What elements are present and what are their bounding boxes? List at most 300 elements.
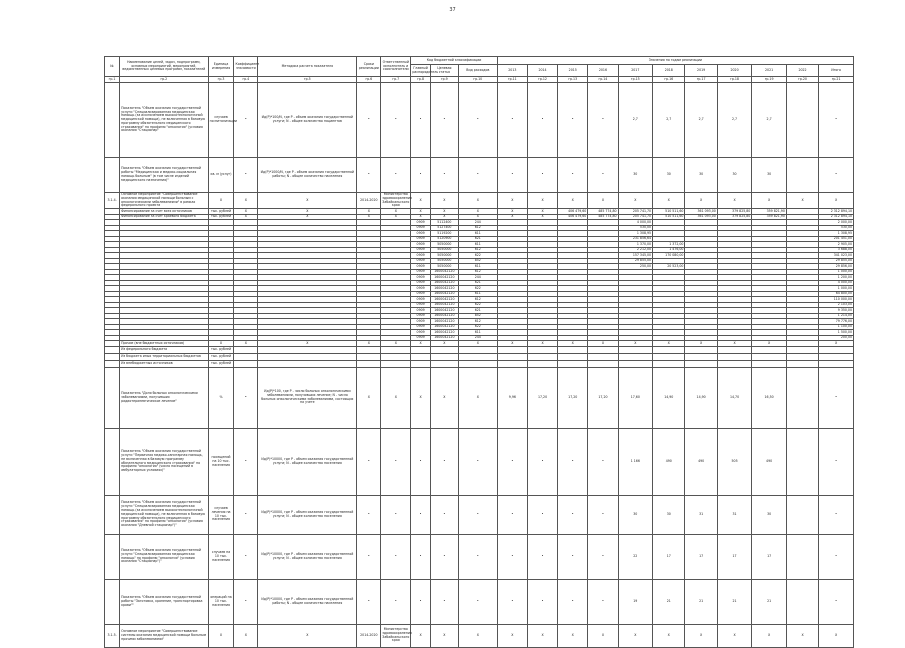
table-row	[105, 193, 854, 209]
finance-unit: тыс. рублей	[208, 346, 234, 353]
value-cell: 30	[653, 158, 685, 193]
cell-x: X	[458, 209, 497, 215]
column-index: гр.13	[558, 77, 588, 83]
cell-dot: •	[357, 534, 381, 579]
indicator-method: Ид(Р)*100, где P - число больных онкологическими заболеваниями, получивших лечение; N - число больных онкологическими заболеваниями, состоящих на учете	[258, 367, 357, 428]
header-year: 2021	[752, 65, 787, 77]
cell-dot: •	[458, 158, 497, 193]
cell-dot: •	[357, 495, 381, 534]
budget-code: 0909	[411, 302, 430, 308]
value-cell: 17	[752, 534, 787, 579]
budget-vr: 622	[458, 286, 497, 292]
cell-dot: •	[357, 158, 381, 193]
budget-code: 0909	[411, 258, 430, 264]
value-cell: 31	[717, 495, 752, 534]
header-year: 2013	[497, 65, 527, 77]
value-cell: 505	[717, 428, 752, 495]
column-index: гр.16	[653, 77, 685, 83]
cell-dot: •	[430, 428, 458, 495]
indicator-method: Ид(Р)*10000, где P - объем оказания государственной услуги; N - общее количество населения	[258, 428, 357, 495]
value-cell: 361 093,00	[685, 209, 717, 215]
cell-x: X	[819, 624, 854, 647]
value-cell: 30	[685, 158, 717, 193]
indicator-method: Ид(Р)*10000, где P - объем оказания государственной работы; N - общее количество населения	[258, 579, 357, 624]
value-cell: 361 093,00	[685, 214, 717, 220]
value-cell: 1 370,00	[618, 242, 653, 248]
value-cell: 30	[618, 495, 653, 534]
header-year: 2016	[588, 65, 618, 77]
other-source-label: Из бюджета иных территориальных бюджетов	[120, 353, 208, 360]
cell-dot: •	[819, 367, 854, 428]
value-cell: 22	[618, 534, 653, 579]
cell-dot: •	[411, 495, 430, 534]
value-cell: 1 500,00	[819, 330, 854, 336]
cell-dot: •	[527, 428, 557, 495]
value-cell: 231 856,64	[618, 236, 653, 242]
budget-vr: 611	[458, 291, 497, 297]
indicator-name: Показатель "Объем оказания государственной услуги "Первичная медико-санитарная помощь, не включенная в базовую программу обязательного медицинского страхования" по профилю "онкология" (число посещений в амбулаторных условиях)"	[120, 428, 208, 495]
cell-x: X	[497, 209, 527, 215]
value-cell: 3 688,00	[819, 247, 854, 253]
cell-dot: •	[558, 158, 588, 193]
cell-x: X	[752, 193, 787, 209]
cell-x: X	[685, 193, 717, 209]
cell-dot: •	[430, 495, 458, 534]
value-cell: 341 023,00	[819, 253, 854, 259]
value-cell: 17,20	[527, 367, 557, 428]
header-total: Итого	[819, 65, 854, 77]
budget-article: 1600042120	[430, 275, 458, 281]
cell-dot: •	[430, 534, 458, 579]
budget-article: 1600042120	[430, 302, 458, 308]
value-cell: 17,60	[618, 367, 653, 428]
value-cell: 2 312 894,10	[819, 214, 854, 220]
budget-code: 0909	[411, 297, 430, 303]
cell-dot: •	[497, 534, 527, 579]
column-index: гр.17	[685, 77, 717, 83]
budget-code: 0909	[411, 319, 430, 325]
cell-x: X	[497, 214, 527, 220]
cell-x: X	[527, 214, 557, 220]
budget-article: 1600042120	[430, 269, 458, 275]
budget-code: 0909	[411, 247, 430, 253]
value-cell: 4 000,00	[819, 280, 854, 286]
value-cell: 1 372,00	[653, 242, 685, 248]
indicators-table	[104, 56, 854, 648]
budget-article: 1600042120	[430, 297, 458, 303]
cell-x: X	[588, 193, 618, 209]
cell-dot: •	[527, 534, 557, 579]
table-row	[105, 360, 854, 367]
finance-unit: тыс. рублей	[208, 209, 234, 215]
cell-dot: •	[234, 428, 258, 495]
cell-x: X	[208, 624, 234, 647]
indicator-name: Показатель "Объем оказания государственной услуги "Специализированная медицинская помощь (за исключением высокотехнологичной медицинской помощи), не включенная в базовую программу обязательного медицинского страхования" по профилю "онкология" (условия оказания "Дневной стационар")"	[120, 495, 208, 534]
cell-dot: •	[411, 83, 430, 158]
finance-unit: тыс. рублей	[208, 214, 234, 220]
cell-dot: •	[527, 83, 557, 158]
budget-code: 0909	[411, 330, 430, 336]
header-year: 2017	[618, 65, 653, 77]
value-cell: 250,00	[618, 264, 653, 270]
value-cell: 17	[653, 534, 685, 579]
cell-x: X	[357, 367, 381, 428]
value-cell: 30	[618, 158, 653, 193]
header-year: 2019	[685, 65, 717, 77]
budget-code: 0909	[411, 231, 430, 237]
header-name: Наименование целей, задач, подпрограмм, основных мероприятий, мероприятий, ведомственных целевых программ, показателей	[120, 57, 208, 77]
cell-x: X	[258, 209, 357, 215]
budget-vr: 612	[458, 269, 497, 275]
cell-dot: •	[357, 428, 381, 495]
column-index: гр.19	[752, 77, 787, 83]
header-budget-col: Целевая статья	[430, 65, 458, 77]
cell-x: X	[258, 341, 357, 347]
value-cell: 406 479,60	[558, 209, 588, 215]
cell-dot: •	[430, 158, 458, 193]
cell-x: X	[357, 209, 381, 215]
cell-dot: •	[558, 83, 588, 158]
value-cell: 530,00	[819, 225, 854, 231]
cell-x: X	[618, 341, 653, 347]
indicator-method: Ид(Р)*100/N, где P - объем оказания государственной услуги; N - общее количество пациентов	[258, 83, 357, 158]
budget-code: 0909	[411, 280, 430, 286]
column-index: гр.2	[120, 77, 208, 83]
measure-executor: Министерство здравоохранения Забайкальского края	[382, 192, 412, 208]
value-cell: 17,20	[558, 367, 588, 428]
table-row	[105, 158, 854, 193]
table-row	[105, 83, 854, 158]
cell-dot: •	[819, 534, 854, 579]
cell-x: X	[558, 341, 588, 347]
cell-x: X	[381, 341, 411, 347]
column-index: гр.4	[234, 77, 258, 83]
budget-vr: 612	[458, 225, 497, 231]
value-cell: 2 312 894,10	[819, 209, 854, 215]
cell-x: X	[381, 209, 411, 215]
budget-vr: 244	[458, 220, 497, 226]
value-cell: 1 476,00	[653, 247, 685, 253]
header-year: 2014	[527, 65, 557, 77]
budget-article: 5112400	[430, 220, 458, 226]
cell-dot: •	[588, 83, 618, 158]
cell-x: X	[458, 193, 497, 209]
cell-dot: •	[819, 428, 854, 495]
value-cell: 2 103,00	[819, 302, 854, 308]
cell-x: X	[430, 341, 458, 347]
cell-x: X	[786, 193, 818, 209]
cell-dot: •	[411, 158, 430, 193]
measure-period: 2014-2020	[357, 624, 381, 647]
budget-code: 0909	[411, 236, 430, 242]
value-cell: 2,7	[717, 83, 752, 158]
indicator-unit: посещений на 10 тыс. населения	[208, 428, 234, 495]
cell-dot: •	[497, 428, 527, 495]
table-row	[105, 367, 854, 428]
header-budget-col: Главный распорядитель	[411, 65, 430, 77]
cell-dot: •	[381, 534, 411, 579]
header-year: 2015	[558, 65, 588, 77]
measure-name: Основное мероприятие "Совершенствование оказания медицинской помощи больным с онкологическими заболеваниями" в рамках федерального проекта	[120, 193, 208, 209]
finance-label: Финансирование за счет всех источников	[120, 209, 208, 215]
cell-x: X	[558, 624, 588, 647]
cell-dot: •	[497, 579, 527, 624]
column-index: гр.7	[381, 77, 411, 83]
table-row	[105, 428, 854, 495]
cell-dot: •	[458, 579, 497, 624]
measure-period: 2014-2020	[357, 193, 381, 209]
value-cell: 1 308,95	[819, 231, 854, 237]
cell-x: X	[234, 214, 258, 220]
value-cell: 2,7	[653, 83, 685, 158]
cell-x: X	[381, 214, 411, 220]
value-cell: 30	[653, 495, 685, 534]
budget-code: 0909	[411, 269, 430, 275]
cell-x: X	[234, 341, 258, 347]
cell-x: X	[258, 214, 357, 220]
value-cell: 2,7	[685, 83, 717, 158]
cell-dot: •	[458, 534, 497, 579]
budget-vr: 611	[458, 264, 497, 270]
cell-x: X	[588, 624, 618, 647]
value-cell: 2,7	[752, 83, 787, 158]
value-cell: 4 000,00	[618, 220, 653, 226]
value-cell: 1 308,95	[618, 231, 653, 237]
indicator-unit: %	[208, 367, 234, 428]
measure-executor: Министерство здравоохранения Забайкальского края	[381, 624, 411, 647]
cell-dot: •	[411, 579, 430, 624]
value-cell: 359 821,90	[752, 214, 787, 220]
cell-dot: •	[497, 495, 527, 534]
cell-dot: •	[497, 83, 527, 158]
value-cell: 19	[618, 579, 653, 624]
value-cell: 29 855,00	[618, 258, 653, 264]
value-cell: 485 774,80	[588, 209, 618, 215]
budget-code: 0909	[411, 313, 430, 319]
row-number: 3.1.5.	[105, 624, 120, 647]
cell-x: X	[208, 193, 234, 209]
header-period: Сроки реализации	[357, 57, 381, 77]
cell-x: X	[618, 193, 653, 209]
indicator-unit: случаев госпитализации	[208, 83, 234, 158]
cell-dot: •	[527, 579, 557, 624]
column-index: гр.11	[497, 77, 527, 83]
value-cell: 14,70	[717, 367, 752, 428]
budget-vr: 611	[458, 231, 497, 237]
cell-x: X	[527, 193, 557, 209]
budget-vr: 622	[458, 324, 497, 330]
cell-x: X	[527, 209, 557, 215]
value-cell: 30	[752, 495, 787, 534]
budget-article: 5050000	[430, 253, 458, 259]
budget-code: 0909	[411, 264, 430, 270]
budget-code: 0909	[411, 335, 430, 341]
cell-x: X	[458, 214, 497, 220]
value-cell: 14,90	[685, 367, 717, 428]
cell-x: X	[234, 209, 258, 215]
cell-dot: •	[234, 495, 258, 534]
cell-x: X	[497, 193, 527, 209]
cell-dot: •	[819, 495, 854, 534]
table-row	[105, 624, 854, 647]
cell-x: X	[717, 193, 752, 209]
budget-article: 1600042120	[430, 319, 458, 325]
cell-x: X	[717, 341, 752, 347]
budget-article: 5120900	[430, 236, 458, 242]
cell-dot: •	[588, 158, 618, 193]
header-method: Методика расчета показателя	[258, 57, 357, 77]
finance-unit: тыс. рублей	[208, 353, 234, 360]
column-index: гр.9	[430, 77, 458, 83]
indicator-name: Показатель "Объем оказания государственной услуги "Специализированная медицинская помощь" по профилю "онкология" (условия оказания "Стационар")"	[120, 534, 208, 579]
cell-dot: •	[588, 534, 618, 579]
cell-dot: •	[588, 579, 618, 624]
page-number: 37	[449, 7, 456, 13]
value-cell: 21	[717, 579, 752, 624]
cell-dot: •	[558, 534, 588, 579]
budget-article: 5050000	[430, 258, 458, 264]
header-year: 2020	[717, 65, 752, 77]
table-row	[105, 346, 854, 353]
table-row	[105, 579, 854, 624]
indicator-name: Показатель "Объем оказания государственной услуги "Специализированная медицинская помощь (за исключением высокотехнологичной медицинской помощи), не включенная в базовую программу обязательного медицинского страхования" по профилю "онкология" (условия оказания "Стационар"	[120, 83, 208, 158]
budget-vr: 611	[458, 242, 497, 248]
column-index: гр.6	[357, 77, 381, 83]
value-cell: 379 825,80	[717, 209, 752, 215]
header-unit: Единица измерения	[208, 57, 234, 77]
value-cell: 29 856,00	[819, 264, 854, 270]
cell-dot: •	[558, 495, 588, 534]
cell-x: X	[558, 193, 588, 209]
cell-dot: •	[458, 495, 497, 534]
cell-dot: •	[234, 534, 258, 579]
cell-dot: •	[527, 158, 557, 193]
header-coef: Коэффициент значимости	[234, 57, 258, 77]
cell-dot: •	[381, 158, 411, 193]
cell-dot: •	[558, 579, 588, 624]
value-cell: 510 511,60	[653, 209, 685, 215]
column-index: гр.8	[411, 77, 430, 83]
budget-vr: 612	[458, 297, 497, 303]
cell-x: X	[357, 214, 381, 220]
indicator-name: Показатель "Доля больных онкологическими заболеваниями, получивших радиотерапевтическое лечение"	[120, 367, 208, 428]
header-year: 2022	[786, 65, 818, 77]
budget-article: 5119200	[430, 231, 458, 237]
cell-x: X	[819, 341, 854, 347]
cell-x: X	[430, 209, 458, 215]
budget-code: 0909	[411, 275, 430, 281]
value-cell: 17,20	[588, 367, 618, 428]
table-row	[105, 353, 854, 360]
budget-article: 1600042120	[430, 280, 458, 286]
header-num: №	[105, 57, 120, 77]
budget-vr: 621	[458, 280, 497, 286]
budget-vr: 612	[458, 247, 497, 253]
column-index: гр.3	[208, 77, 234, 83]
cell-x: X	[458, 367, 497, 428]
value-cell: 1 000,00	[819, 269, 854, 275]
cell-x: X	[411, 193, 430, 209]
row-number: 3.1.4.	[105, 193, 120, 209]
value-cell: 30	[717, 158, 752, 193]
cell-dot: •	[234, 579, 258, 624]
column-index: гр.10	[458, 77, 497, 83]
budget-vr: 852	[458, 258, 497, 264]
value-cell: 21	[685, 579, 717, 624]
budget-code: 0909	[411, 324, 430, 330]
other-source-label: Из федерального бюджета	[120, 346, 208, 353]
budget-code: 0909	[411, 242, 430, 248]
value-cell: 201 451,00	[819, 236, 854, 242]
cell-x: X	[208, 341, 234, 347]
indicator-unit: случаев лечения на 10 тыс. населения	[208, 495, 234, 534]
value-cell: 379 825,80	[717, 214, 752, 220]
budget-code: 0909	[411, 225, 430, 231]
cell-x: X	[497, 624, 527, 647]
cell-dot: •	[558, 428, 588, 495]
column-index: гр.20	[786, 77, 818, 83]
cell-dot: •	[819, 158, 854, 193]
budget-vr: 622	[458, 253, 497, 259]
budget-vr: 621	[458, 308, 497, 314]
cell-x: X	[258, 193, 357, 209]
cell-dot: •	[411, 534, 430, 579]
budget-article: 1600042120	[430, 313, 458, 319]
other-source-label: Прочие (вне бюджетных источников)	[120, 341, 208, 347]
value-cell: 14,90	[653, 367, 685, 428]
cell-dot: •	[381, 495, 411, 534]
cell-dot: •	[819, 579, 854, 624]
cell-dot: •	[497, 158, 527, 193]
cell-dot: •	[411, 428, 430, 495]
indicator-method: Ид(Р)*1000/N, где P - объем оказания государственной работы; N - общее количество населения	[258, 158, 357, 193]
value-cell: 9 350,00	[819, 308, 854, 314]
budget-vr: 244	[458, 335, 497, 341]
header-years-group: Значения по годам реализации	[497, 57, 853, 65]
cell-x: X	[653, 624, 685, 647]
value-cell: 157 345,00	[618, 253, 653, 259]
cell-x: X	[458, 624, 497, 647]
value-cell: 2 212,00	[618, 247, 653, 253]
budget-vr: 612	[458, 319, 497, 325]
cell-dot: •	[234, 367, 258, 428]
indicator-unit: кв. м (услуг)	[208, 158, 234, 193]
budget-article: 1600042120	[430, 308, 458, 314]
cell-x: X	[411, 341, 430, 347]
value-cell: 485 774,80	[588, 214, 618, 220]
cell-x: X	[717, 624, 752, 647]
budget-detail-rows	[105, 220, 854, 341]
budget-article: 5050000	[430, 264, 458, 270]
cell-x: X	[685, 341, 717, 347]
cell-x: X	[430, 193, 458, 209]
cell-dot: •	[357, 579, 381, 624]
value-cell: 1 214,00	[819, 313, 854, 319]
value-cell: 110 000,00	[819, 297, 854, 303]
cell-x: X	[819, 193, 854, 209]
cell-dot: •	[234, 83, 258, 158]
cell-x: X	[258, 624, 357, 647]
value-cell: 2 905,00	[819, 242, 854, 248]
budget-vr: 621	[458, 236, 497, 242]
cell-x: X	[411, 624, 430, 647]
indicator-method: Ид(Р)*10000, где P - объем оказания государственной услуги; N - общее количество населения	[258, 495, 357, 534]
value-cell: 21	[653, 579, 685, 624]
value-cell: 510 511,60	[653, 214, 685, 220]
cell-x: X	[752, 624, 787, 647]
column-index: гр.18	[717, 77, 752, 83]
value-cell: 205 741,70	[618, 209, 653, 215]
